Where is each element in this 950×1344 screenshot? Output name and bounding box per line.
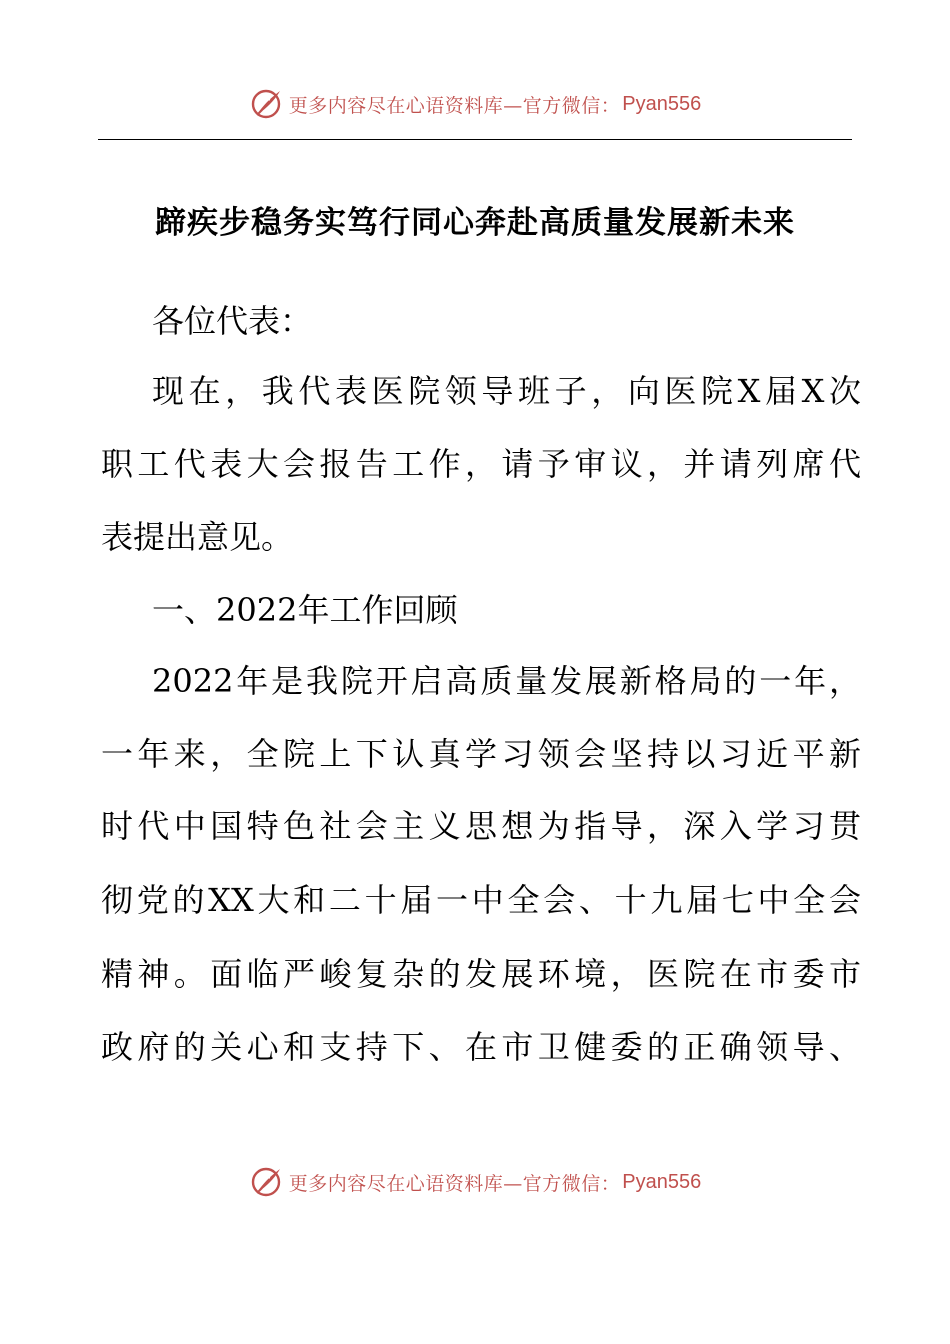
watermark-banner-top: [0, 84, 950, 124]
quill-pen-logo-icon: [249, 1164, 285, 1200]
quill-pen-logo-icon: [249, 86, 285, 122]
header-divider: [98, 139, 852, 140]
salutation: 各位代表：: [152, 302, 313, 340]
document-title: 蹄疾步稳务实笃行同心奔赴高质量发展新未来: [155, 205, 795, 241]
body-line: 政府的关心和支持下、在市卫健委的正确领导、: [101, 1028, 861, 1066]
watermark-contact: Pyan556: [622, 1170, 702, 1193]
body-line: 现在，我代表医院领导班子，向医院X届X次: [152, 372, 861, 410]
body-line: 一年来，全院上下认真学习领会坚持以习近平新: [101, 735, 861, 773]
watermark-text: 更多内容尽在心语资料库—官方微信：: [288, 1172, 621, 1195]
watermark-text: 更多内容尽在心语资料库—官方微信：: [288, 94, 621, 117]
section-heading: 一、2022年工作回顾: [152, 591, 458, 629]
body-line: 彻党的XX大和二十届一中全会、十九届七中全会: [101, 881, 861, 919]
watermark-banner-bottom: [0, 1162, 950, 1202]
body-line: 精神。面临严峻复杂的发展环境，医院在市委市: [101, 955, 861, 993]
body-line: 时代中国特色社会主义思想为指导，深入学习贯: [101, 807, 861, 845]
body-line: 表提出意见。: [101, 518, 294, 556]
body-line: 2022年是我院开启高质量发展新格局的一年，: [152, 662, 861, 700]
body-line: 职工代表大会报告工作，请予审议，并请列席代: [101, 445, 861, 483]
watermark-contact: Pyan556: [622, 92, 702, 115]
